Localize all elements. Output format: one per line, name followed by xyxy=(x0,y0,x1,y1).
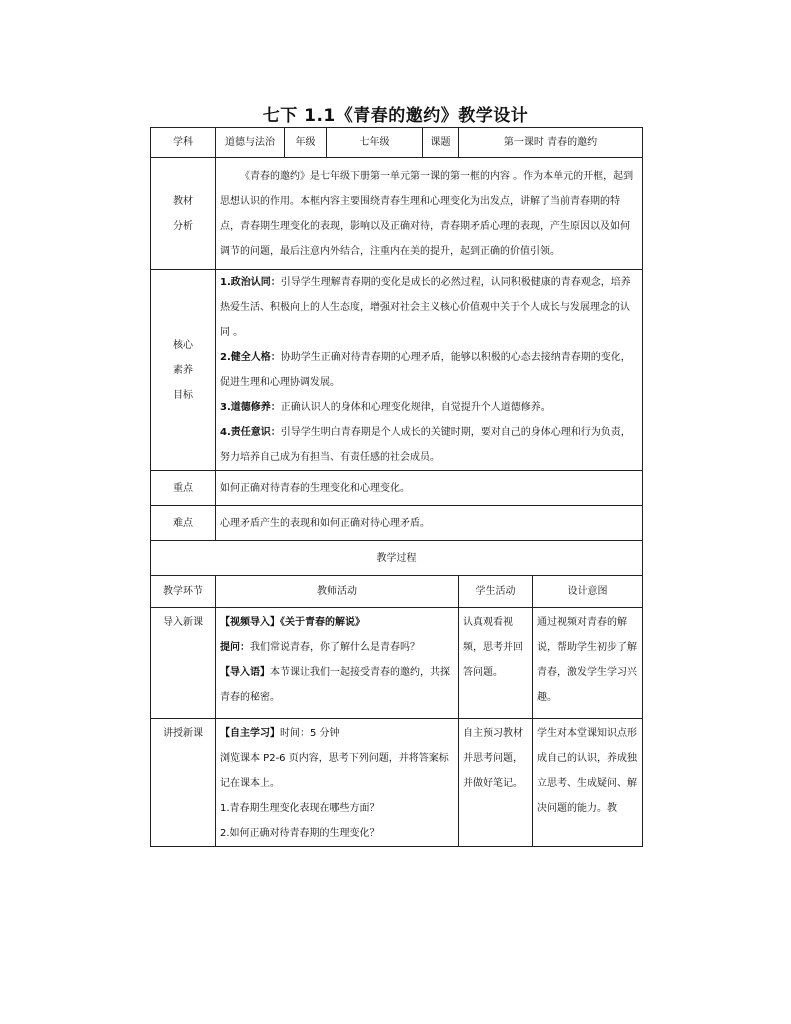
goal-item xyxy=(220,270,638,345)
material-label-line2: 分析 xyxy=(173,220,193,232)
material-label-line1: 教材 xyxy=(173,195,193,207)
teacher-line xyxy=(220,821,454,846)
process-row-new-lesson xyxy=(151,719,643,847)
goal-heading: 1.政治认同： xyxy=(220,277,281,288)
lesson-plan-table xyxy=(150,127,643,847)
page-title: 七下 1.1《青春的邀约》教学设计 xyxy=(262,106,529,126)
process-header-row xyxy=(151,576,643,608)
goal-heading: 2.健全人格： xyxy=(220,352,281,363)
process-row-intro xyxy=(151,608,643,719)
header-row xyxy=(151,128,643,158)
process-header-intent: 设计意图 xyxy=(533,576,643,608)
key-point-text: 如何正确对待青春的生理变化和心理变化。 xyxy=(216,471,643,506)
goal-text: 引导学生明白青春期是个人成长的关键时期，要对自己的身体心理和行为负责，努力培养自己成为有担当、有责任感的社会成员。 xyxy=(220,427,631,463)
goal-item xyxy=(220,395,638,420)
teacher-line-bold: 【导入语】 xyxy=(220,667,270,678)
goal-item xyxy=(220,345,638,395)
core-goals-label xyxy=(151,270,216,471)
subject-label: 学科 xyxy=(151,128,216,158)
goal-text: 协助学生正确对待青春期的心理矛盾，能够以积极的心态去接纳青春期的变化，促进生理和心理协调发展。 xyxy=(220,352,631,388)
difficult-point-row xyxy=(151,506,643,541)
process-header-stage: 教学环节 xyxy=(151,576,216,608)
process-title: 教学过程 xyxy=(151,541,643,576)
teacher-activity-cell xyxy=(216,719,459,847)
core-label-line2: 素养 xyxy=(173,364,193,376)
teacher-line-text: 浏览课本 P2-6 页内容，思考下列问题，并将答案标记在课本上。 xyxy=(220,753,449,789)
student-activity-cell: 自主预习教材并思考问题，并做好笔记。 xyxy=(459,719,533,847)
teacher-line-bold: 【视频导入】《关于青春的解说》 xyxy=(220,617,365,628)
stage-cell: 讲授新课 xyxy=(151,719,216,847)
topic-value: 第一课时 青春的邀约 xyxy=(459,128,643,158)
process-title-row xyxy=(151,541,643,576)
teacher-line-text: 1.青春期生理变化表现在哪些方面？ xyxy=(220,803,380,814)
teacher-line xyxy=(220,721,454,746)
key-point-label: 重点 xyxy=(151,471,216,506)
student-activity-cell: 认真观看视频，思考并回答问题。 xyxy=(459,608,533,719)
teacher-line-bold: 【自主学习】 xyxy=(220,728,280,739)
goal-heading: 3.道德修养： xyxy=(220,402,281,413)
goal-item xyxy=(220,420,638,470)
teacher-line-text: 我们常说青春，你了解什么是青春吗？ xyxy=(250,642,420,653)
goal-text: 正确认识人的身体和心理变化规律，自觉提升个人道德修养。 xyxy=(280,402,551,413)
goal-text: 引导学生理解青春期的变化是成长的必然过程，认同积极健康的青春观念，培养热爱生活、积极向上的人生态度，增强对社会主义核心价值观中关于个人成长与发展理念的认同 。 xyxy=(220,277,631,338)
topic-label: 课题 xyxy=(423,128,459,158)
key-point-row xyxy=(151,471,643,506)
stage-cell: 导入新课 xyxy=(151,608,216,719)
subject-value: 道德与法治 xyxy=(216,128,285,158)
teacher-line-text: 本节课让我们一起接受青春的邀约，共探青春的秘密。 xyxy=(220,667,450,703)
teacher-line xyxy=(220,660,454,710)
core-goals-content xyxy=(216,270,643,471)
goal-heading: 4.责任意识： xyxy=(220,427,281,438)
material-analysis-row xyxy=(151,158,643,270)
process-header-teacher: 教师活动 xyxy=(216,576,459,608)
teacher-line-text: 2.如何正确对待青春期的生理变化？ xyxy=(220,828,380,839)
design-intent-cell: 学生对本堂课知识点形成自己的认识，养成独立思考、生成疑问、解决问题的能力。教 xyxy=(533,719,643,847)
teacher-line-bold: 提问： xyxy=(220,642,250,653)
teacher-line xyxy=(220,610,454,635)
teacher-activity-cell xyxy=(216,608,459,719)
teacher-line xyxy=(220,635,454,660)
core-label-line1: 核心 xyxy=(173,339,193,351)
process-header-student: 学生活动 xyxy=(459,576,533,608)
teacher-line xyxy=(220,796,454,821)
difficult-point-label: 难点 xyxy=(151,506,216,541)
material-analysis-label xyxy=(151,158,216,270)
difficult-point-text: 心理矛盾产生的表现和如何正确对待心理矛盾。 xyxy=(216,506,643,541)
material-analysis-text: 《青春的邀约》是七年级下册第一单元第一课的第一框的内容 。作为本单元的开框，起到思想认识的作用。本框内容主要围绕青春生理和心理变化为出发点，讲解了当前青春期的特点，青春期生理变化的表现，影响以及正确对待，青春期矛盾心理的表现，产生原因以及如何调节的问题，最后注意内外结合，注重内在美的提升，起到正确的价值引领。 xyxy=(216,158,643,270)
teacher-line xyxy=(220,746,454,796)
design-intent-cell: 通过视频对青春的解说，帮助学生初步了解青春，激发学生学习兴趣。 xyxy=(533,608,643,719)
core-goals-row xyxy=(151,270,643,471)
grade-value: 七年级 xyxy=(327,128,423,158)
teacher-line-text: 时间：5 分钟 xyxy=(280,728,340,739)
grade-label: 年级 xyxy=(285,128,327,158)
core-label-line3: 目标 xyxy=(173,389,193,401)
